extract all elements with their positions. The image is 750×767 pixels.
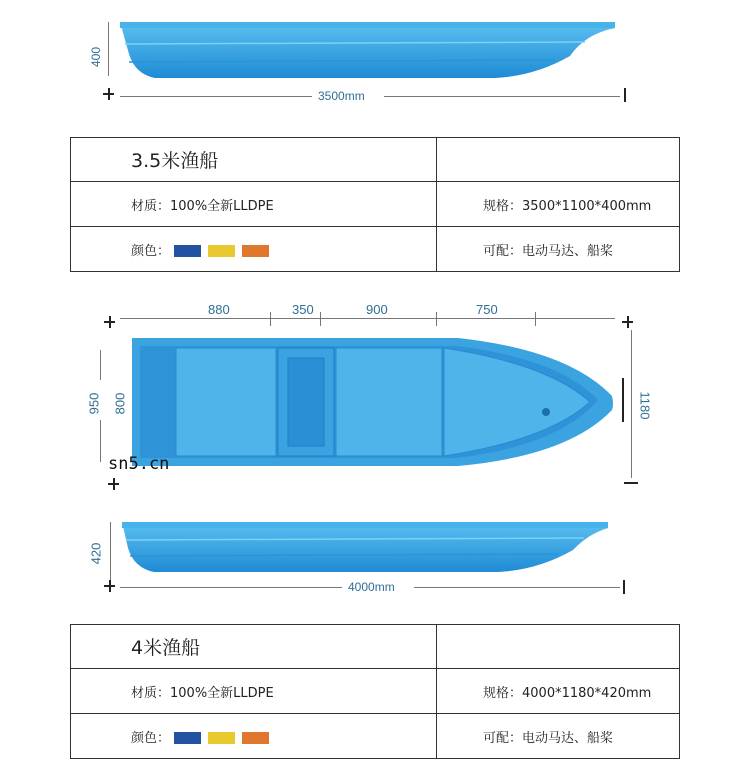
- boat1-right-marker: [624, 88, 626, 102]
- boat1-spec-table: [70, 137, 680, 272]
- boat2-title: 4米渔船: [71, 625, 437, 669]
- beam-bottom-marker: [624, 482, 638, 484]
- boat2-length-right-marker: [623, 580, 625, 594]
- boat1-height-label: 400: [89, 46, 103, 67]
- boat1-options: 可配：电动马达、船桨: [437, 227, 680, 272]
- boat2-side-image: [118, 516, 613, 578]
- swatch-orange: [242, 245, 269, 257]
- segment-label-4: 750: [476, 302, 498, 317]
- boat2-length-left-marker: [104, 580, 116, 592]
- boat2-top-right-marker: [622, 316, 634, 328]
- boat2-color-label: 颜色：: [131, 730, 171, 746]
- boat2-options: 可配：电动马达、船桨: [437, 714, 680, 759]
- boat2-spec: 规格：4000*1180*420mm: [437, 669, 680, 714]
- boat1-title: 3.5米渔船: [71, 138, 437, 182]
- boat1-length-label: 3500mm: [318, 89, 365, 103]
- boat2-top-left-marker: [104, 316, 116, 328]
- boat1-color-row: [71, 227, 437, 272]
- boat2-material: 材质：100%全新LLDPE: [71, 669, 437, 714]
- boat1-material: 材质：100%全新LLDPE: [71, 182, 437, 227]
- swatch-yellow: [208, 732, 235, 744]
- boat1-left-marker: [103, 88, 115, 100]
- boat2-spec-table: [70, 624, 680, 759]
- boat2-height-label: 420: [88, 542, 104, 565]
- boat2-color-row: [71, 714, 437, 759]
- boat1-color-label: 颜色：: [131, 243, 171, 259]
- boat2-title-empty: [437, 625, 680, 669]
- boat1-title-empty: [437, 138, 680, 182]
- inner-width-label: 800: [112, 392, 128, 415]
- outer-width-label: 950: [86, 392, 102, 415]
- beam-marker: [622, 378, 624, 422]
- boat2-top-image: [128, 330, 618, 470]
- swatch-blue: [174, 245, 201, 257]
- beam-label: 1180: [637, 391, 653, 420]
- segment-label-3: 900: [366, 302, 388, 317]
- segment-label-2: 350: [292, 302, 314, 317]
- swatch-orange: [242, 732, 269, 744]
- boat2-bottom-left-marker: [108, 478, 120, 490]
- swatch-blue: [174, 732, 201, 744]
- boat1-spec: 规格：3500*1100*400mm: [437, 182, 680, 227]
- boat1-side-image: [115, 14, 620, 84]
- swatch-yellow: [208, 245, 235, 257]
- watermark: sn5.cn: [108, 454, 170, 474]
- segment-label-1: 880: [208, 302, 230, 317]
- boat2-length-label: 4000mm: [348, 580, 395, 594]
